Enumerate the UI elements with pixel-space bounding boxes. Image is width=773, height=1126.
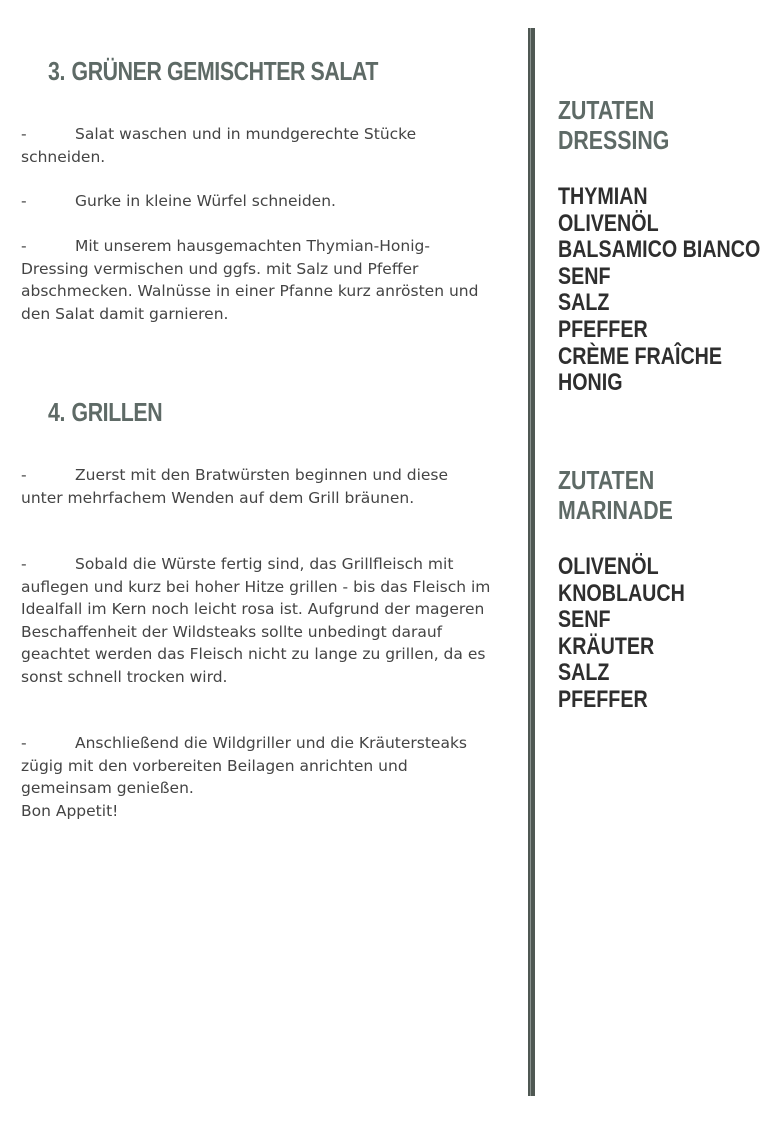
closing-text: Bon Appetit! <box>21 801 119 820</box>
ingredient-item: KNOBLAUCH <box>558 579 685 607</box>
marinade-ingredient-list <box>558 554 685 714</box>
marinade-heading-line1: ZUTATEN <box>558 465 655 495</box>
ingredient-item: PFEFFER <box>558 315 648 343</box>
dressing-heading-line2: DRESSING <box>558 125 670 155</box>
step-dash: - <box>21 237 27 255</box>
step-item <box>21 235 491 325</box>
marinade-heading-line2: MARINADE <box>558 495 673 525</box>
section-number: 4. <box>48 397 65 427</box>
ingredient-item: CRÈME FRAÎCHE <box>558 342 723 370</box>
ingredient-item: SALZ <box>558 659 610 687</box>
ingredient-item: THYMIAN <box>558 183 648 210</box>
step-item <box>21 464 491 509</box>
step-text: Sobald die Würste fertig sind, das Grillfleisch mit auflegen und kurz bei hoher Hitze grillen - bis das Fleisch im Idealfall im Kern noch leicht rosa ist. Aufgrund der mageren Beschaffenheit der Wildsteaks sollte unbedingt darauf geachtet werden das Fleisch nicht zu lange zu grillen, da es sonst schnell trocken wird. <box>21 555 491 686</box>
vertical-divider <box>528 28 535 1096</box>
step-item <box>21 190 491 213</box>
step-text: Mit unserem hausgemachten Thymian-Honig-Dressing vermischen und ggfs. mit Salz und Pfeffer abschmecken. Walnüsse in einer Pfanne kurz anrösten und den Salat damit garnieren. <box>21 237 479 323</box>
step-item <box>21 732 491 822</box>
ingredient-item: SENF <box>558 262 611 290</box>
ingredient-item: SALZ <box>558 289 610 317</box>
ingredient-item: OLIVENÖL <box>558 553 659 580</box>
dressing-ingredient-list <box>558 184 760 397</box>
step-dash: - <box>21 555 27 573</box>
ingredient-item: PFEFFER <box>558 685 648 713</box>
step-item <box>21 553 491 688</box>
section-title-text: GRILLEN <box>71 397 163 427</box>
step-text: Zuerst mit den Bratwürsten beginnen und diese unter mehrfachem Wenden auf dem Grill bräunen. <box>21 466 449 507</box>
section-title-salat <box>48 56 378 87</box>
section-title-text: GRÜNER GEMISCHTER SALAT <box>71 56 378 86</box>
step-text: Anschließend die Wildgriller und die Kräutersteaks zügig mit den vorbereiten Beilagen anrichten und gemeinsam genießen. <box>21 734 468 797</box>
dressing-heading <box>558 95 669 155</box>
step-text: Gurke in kleine Würfel schneiden. <box>75 192 336 210</box>
step-dash: - <box>21 734 27 752</box>
ingredient-item: HONIG <box>558 369 623 397</box>
marinade-heading <box>558 465 673 525</box>
ingredient-item: OLIVENÖL <box>558 209 659 237</box>
section-number: 3. <box>48 56 65 86</box>
step-dash: - <box>21 192 27 210</box>
step-dash: - <box>21 125 27 143</box>
ingredient-item: SENF <box>558 606 611 634</box>
dressing-heading-line1: ZUTATEN <box>558 95 655 125</box>
ingredient-item: BALSAMICO BIANCO <box>558 236 761 264</box>
section-title-grillen <box>48 397 162 428</box>
ingredient-item: KRÄUTER <box>558 632 655 660</box>
step-dash: - <box>21 466 27 484</box>
step-item <box>21 123 491 168</box>
step-text: Salat waschen und in mundgerechte Stücke schneiden. <box>21 125 417 166</box>
